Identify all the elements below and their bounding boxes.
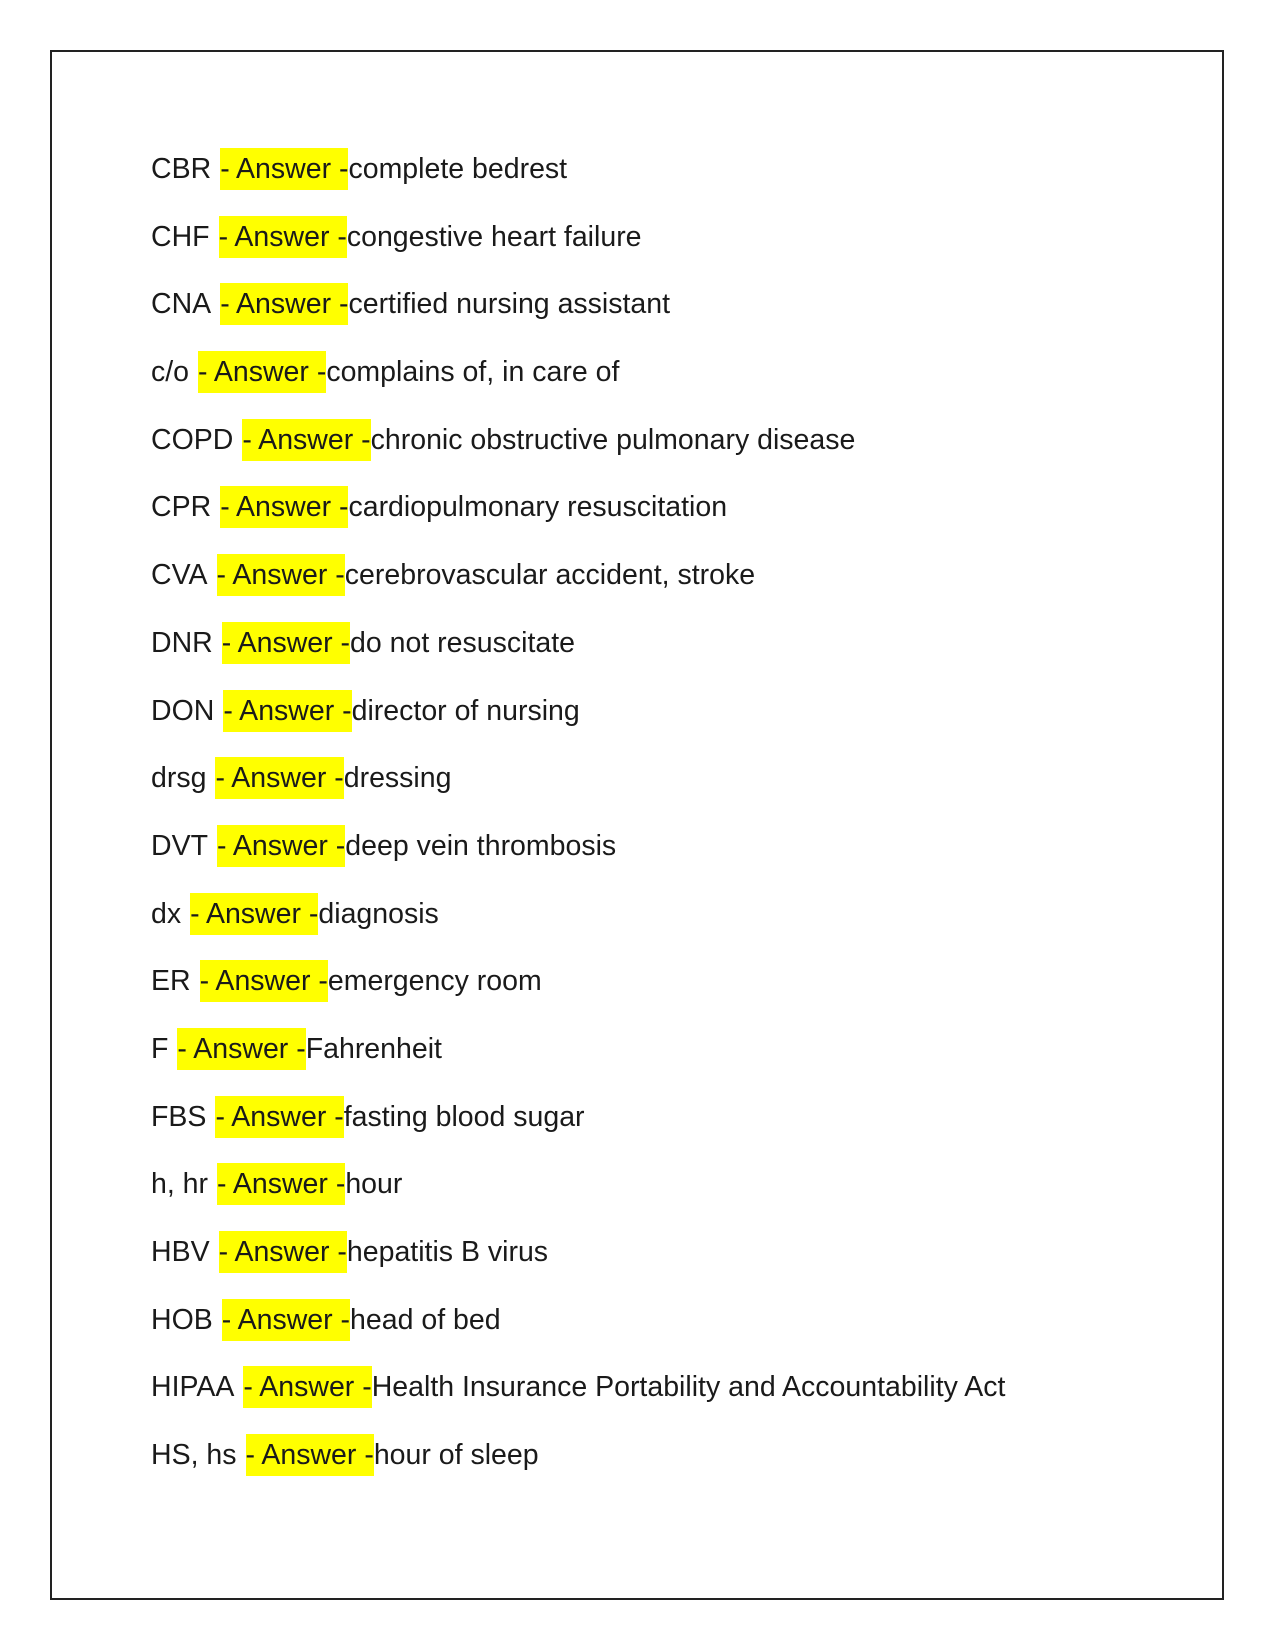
definition: hepatitis B virus [346, 1236, 549, 1268]
answer-separator: - Answer - [242, 419, 370, 461]
answer-separator: - Answer - [219, 1231, 347, 1273]
flashcard-list [151, 148, 1005, 1502]
term: HBV [151, 1236, 210, 1268]
answer-separator: - Answer - [190, 893, 318, 935]
list-item [151, 825, 1005, 893]
definition: Health Insurance Portability and Accountability Act [371, 1371, 1006, 1404]
term: FBS [151, 1100, 207, 1133]
answer-separator: - Answer - [222, 622, 350, 664]
term: HS, hs [151, 1439, 237, 1472]
term: CVA [151, 559, 208, 592]
definition: do not resuscitate [350, 626, 575, 659]
answer-separator: - Answer - [198, 351, 326, 393]
list-item [151, 554, 1005, 622]
list-item [151, 1366, 1005, 1434]
list-item [151, 1231, 1005, 1299]
definition: fasting blood sugar [343, 1100, 585, 1133]
term: F [151, 1032, 169, 1065]
answer-separator: - Answer - [220, 486, 348, 528]
term: ER [151, 965, 191, 998]
answer-separator: - Answer - [222, 1299, 350, 1341]
list-item [151, 690, 1005, 758]
answer-separator: - Answer - [200, 960, 328, 1002]
list-item [151, 216, 1005, 284]
answer-separator: - Answer - [246, 1434, 374, 1476]
term: HIPAA [151, 1371, 235, 1404]
list-item [151, 622, 1005, 690]
definition: hour of sleep [373, 1439, 539, 1472]
definition: director of nursing [351, 694, 580, 727]
definition: cardiopulmonary resuscitation [348, 491, 728, 524]
list-item [151, 1434, 1005, 1502]
definition: congestive heart failure [346, 220, 642, 253]
definition: chronic obstructive pulmonary disease [370, 423, 856, 456]
answer-separator: - Answer - [223, 690, 351, 732]
list-item [151, 419, 1005, 487]
list-item [151, 486, 1005, 554]
term: CBR [151, 153, 212, 185]
answer-separator: - Answer - [217, 554, 345, 596]
definition: complains of, in care of [326, 356, 620, 389]
definition: certified nursing assistant [348, 288, 671, 321]
definition: Fahrenheit [305, 1032, 442, 1065]
definition: dressing [343, 762, 452, 795]
answer-separator: - Answer - [220, 148, 348, 190]
answer-separator: - Answer - [217, 825, 345, 867]
term: CNA [151, 288, 212, 321]
answer-separator: - Answer - [215, 757, 343, 799]
answer-separator: - Answer - [215, 1096, 343, 1138]
answer-separator: - Answer - [177, 1028, 305, 1070]
answer-separator: - Answer - [217, 1163, 345, 1205]
definition: head of bed [350, 1303, 501, 1336]
list-item [151, 283, 1005, 351]
term: c/o [151, 356, 190, 389]
list-item [151, 1299, 1005, 1367]
list-item [151, 148, 1005, 216]
term: dx [151, 897, 182, 930]
term: CPR [151, 491, 212, 524]
definition: complete bedrest [348, 153, 568, 185]
answer-separator: - Answer - [243, 1366, 371, 1408]
definition: diagnosis [318, 897, 439, 930]
term: drsg [151, 762, 207, 795]
list-item [151, 960, 1005, 1028]
definition: emergency room [327, 965, 542, 998]
answer-separator: - Answer - [219, 216, 347, 258]
term: COPD [151, 423, 234, 456]
definition: hour [345, 1168, 403, 1201]
list-item [151, 893, 1005, 961]
list-item [151, 351, 1005, 419]
list-item [151, 1163, 1005, 1231]
term: DON [151, 694, 215, 727]
definition: cerebrovascular accident, stroke [344, 559, 756, 592]
term: DNR [151, 626, 213, 659]
answer-separator: - Answer - [220, 283, 348, 325]
term: DVT [151, 829, 208, 862]
list-item [151, 1028, 1005, 1096]
term: HOB [151, 1303, 213, 1336]
list-item [151, 757, 1005, 825]
term: CHF [151, 220, 210, 253]
definition: deep vein thrombosis [345, 829, 617, 862]
term: h, hr [151, 1168, 209, 1201]
list-item [151, 1096, 1005, 1164]
